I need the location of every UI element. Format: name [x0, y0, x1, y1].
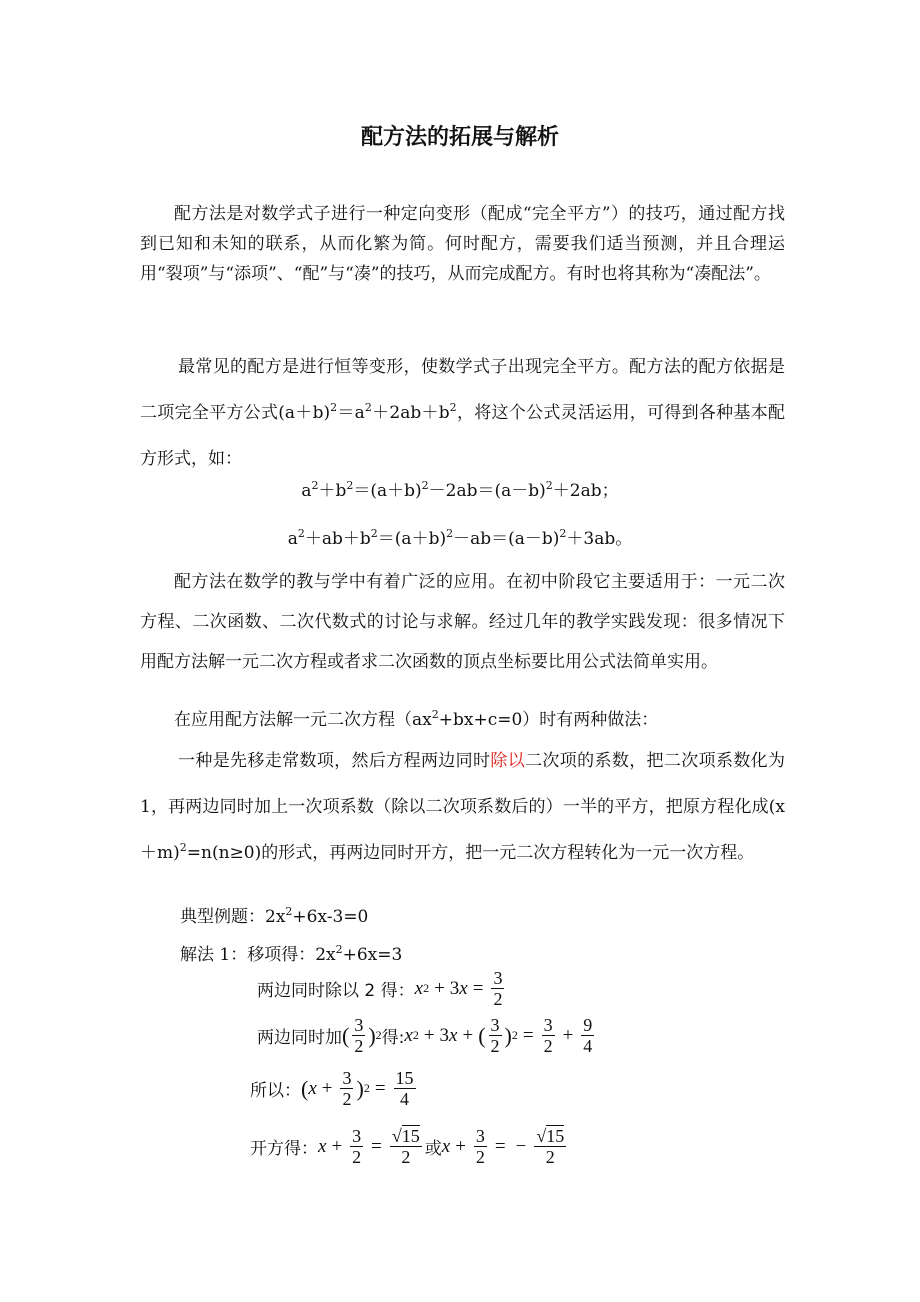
superscript: 2: [545, 479, 553, 492]
denominator: 2: [354, 1036, 364, 1056]
math-op: =: [494, 1135, 506, 1157]
step-therefore: [250, 1068, 419, 1109]
denominator: 2: [543, 1036, 553, 1056]
example-line: [180, 902, 368, 927]
math-op: +: [331, 1135, 343, 1157]
math-num: 3: [449, 977, 460, 999]
step-add-square: [257, 1015, 597, 1056]
step-label: 两边同时加: [257, 1028, 342, 1048]
fraction: [489, 1015, 502, 1056]
text: ＝a: [337, 403, 365, 423]
solution-line: [180, 940, 402, 965]
superscript: 2: [330, 401, 338, 414]
fraction: [491, 968, 504, 1009]
denominator: 2: [475, 1147, 485, 1167]
math-var: x: [449, 1024, 458, 1046]
step-label: 得:: [381, 1028, 405, 1048]
fraction: [542, 1015, 555, 1056]
step-divide: [257, 968, 507, 1009]
fraction: [474, 1126, 487, 1167]
denominator: 4: [400, 1089, 410, 1109]
radicand: 15: [401, 1126, 420, 1146]
math-op: =: [374, 1077, 386, 1099]
math-var: x: [414, 977, 424, 999]
paren: ): [504, 1022, 512, 1048]
text: 二次项的系数，把二次项系数化为1，再两边同时加上一次项系数（除以二次项系数后的）一半的平方，把原方程化成(x＋m): [140, 751, 786, 863]
superscript: 2: [423, 981, 430, 995]
text: －2ab＝(a－b): [428, 481, 546, 501]
denominator: 4: [583, 1036, 593, 1056]
numerator: 9: [583, 1015, 593, 1035]
math-op: +: [462, 1024, 474, 1046]
fraction: [352, 1015, 365, 1056]
text: ＋ab＋b: [304, 529, 371, 549]
math-op: +: [455, 1135, 466, 1157]
text: 一种是先移走常数项，然后方程两边同时: [178, 751, 491, 771]
text: +bx+c=0）时有两种做法：: [438, 710, 659, 730]
math-var: x: [441, 1135, 451, 1157]
paragraph-method-one: [140, 738, 785, 876]
numerator: 3: [490, 1015, 500, 1035]
fraction: [390, 1126, 422, 1167]
superscript: 2: [364, 401, 372, 414]
text: +6x=3: [342, 945, 403, 965]
superscript: 2: [363, 1081, 370, 1095]
paragraph-intro: 配方法是对数学式子进行一种定向变形（配成“完全平方”）的技巧，通过配方找到已知和未知的联系，从而化繁为简。何时配方，需要我们适当预测，并且合理运用“裂项”与“添项”、“配”与“凑”的技巧，从而完成配方。有时也将其称为“凑配法”。: [140, 204, 785, 284]
math-op: +: [423, 1024, 435, 1046]
superscript: 2: [346, 479, 354, 492]
paren: ): [368, 1022, 376, 1048]
math-var: x: [308, 1077, 317, 1099]
text: ＋b: [318, 481, 347, 501]
superscript: 2: [449, 401, 457, 414]
superscript: 2: [311, 479, 319, 492]
text: ＝(a＋b): [353, 481, 422, 501]
math-num: 3: [439, 1024, 450, 1046]
superscript: 2: [511, 1028, 518, 1042]
numerator: 3: [475, 1126, 485, 1146]
numerator: 3: [543, 1015, 553, 1035]
superscript: 2: [421, 479, 429, 492]
paren: (: [301, 1075, 309, 1101]
fraction: [534, 1126, 566, 1167]
math-op: =: [472, 977, 484, 999]
denominator: 2: [401, 1147, 411, 1167]
math-var: x: [404, 1024, 413, 1046]
superscript: 2: [297, 527, 305, 540]
denominator: 2: [352, 1147, 362, 1167]
text: ＋2ab；: [552, 481, 619, 501]
superscript: 2: [335, 943, 343, 956]
text: 在应用配方法解一元二次方程（ax: [174, 710, 432, 730]
numerator: 15: [395, 1068, 414, 1088]
step-label: 开方得：: [250, 1139, 318, 1159]
text: ，将这个公式灵活运用，可得到各种基本配方形式，如：: [140, 403, 785, 469]
step-square-root: [250, 1126, 569, 1167]
math-var: x: [318, 1135, 327, 1157]
superscript: 2: [431, 708, 439, 721]
document-title: 配方法的拓展与解析: [360, 125, 559, 150]
fraction: [350, 1126, 363, 1167]
paragraph-application: 配方法在数学的教与学中有着广泛的应用。在初中阶段它主要适用于：一元二次方程、二次函数、二次代数式的讨论与求解。经过几年的教学实践发现：很多情况下用配方法解一元二次方程或者求二次函数的顶点坐标要比用公式法简单实用。: [140, 572, 785, 672]
text: 最常见的配方是进行恒等变形，使数学式子出现完全平方。配方法的配方依据是二项完全平方公式(a＋b): [140, 357, 785, 423]
numerator: 3: [352, 1126, 362, 1146]
text: ＋3ab。: [566, 529, 633, 549]
math-var: x: [459, 977, 468, 999]
paragraph-methods: [140, 705, 785, 735]
text: a: [301, 481, 312, 501]
sqrt-icon: √15: [536, 1126, 565, 1146]
math-op: =: [522, 1024, 534, 1046]
paren: (: [478, 1022, 486, 1048]
denominator: 2: [490, 1036, 500, 1056]
text: +6x-3=0: [292, 907, 369, 927]
superscript: 2: [179, 841, 187, 854]
fraction: [340, 1068, 353, 1109]
superscript: 2: [370, 527, 378, 540]
math-op: +: [434, 977, 445, 999]
superscript: 2: [412, 1028, 419, 1042]
highlighted-text: 除以: [490, 751, 526, 771]
text: ＝(a＋b): [377, 529, 447, 549]
superscript: 2: [285, 905, 293, 918]
superscript: 2: [559, 527, 567, 540]
numerator: 3: [354, 1015, 364, 1035]
step-label: 所以：: [250, 1081, 301, 1101]
denominator: 2: [342, 1089, 352, 1109]
numerator: 3: [493, 968, 503, 988]
numerator: [390, 1126, 422, 1147]
math-op: −: [515, 1135, 527, 1157]
math-op: +: [562, 1024, 574, 1046]
denominator: 2: [493, 989, 503, 1009]
superscript: 2: [446, 527, 454, 540]
text: =n(n≥0)的形式，再两边同时开方，把一元二次方程转化为一元一次方程。: [186, 843, 755, 863]
paren: ): [356, 1075, 364, 1101]
fraction: [394, 1068, 416, 1109]
paren: (: [342, 1022, 350, 1048]
or-label: 或: [424, 1139, 442, 1159]
text: －ab＝(a－b): [453, 529, 560, 549]
text: 典型例题：2x: [180, 907, 286, 927]
fraction: [581, 1015, 594, 1056]
sqrt-icon: √15: [391, 1126, 420, 1146]
text: ＋2ab＋b: [371, 403, 450, 423]
math-op: =: [371, 1135, 382, 1157]
paragraph-formula: [140, 344, 785, 482]
numerator: [534, 1126, 566, 1147]
superscript: 2: [375, 1028, 382, 1042]
text: 解法 1：移项得：2x: [180, 945, 336, 965]
equation-2: [0, 524, 920, 549]
numerator: 3: [342, 1068, 352, 1088]
text: a: [287, 529, 298, 549]
radicand: 15: [546, 1126, 565, 1146]
step-label: 两边同时除以 2 得：: [257, 981, 415, 1001]
denominator: 2: [545, 1147, 555, 1167]
equation-1: [0, 476, 920, 501]
math-op: +: [321, 1077, 333, 1099]
